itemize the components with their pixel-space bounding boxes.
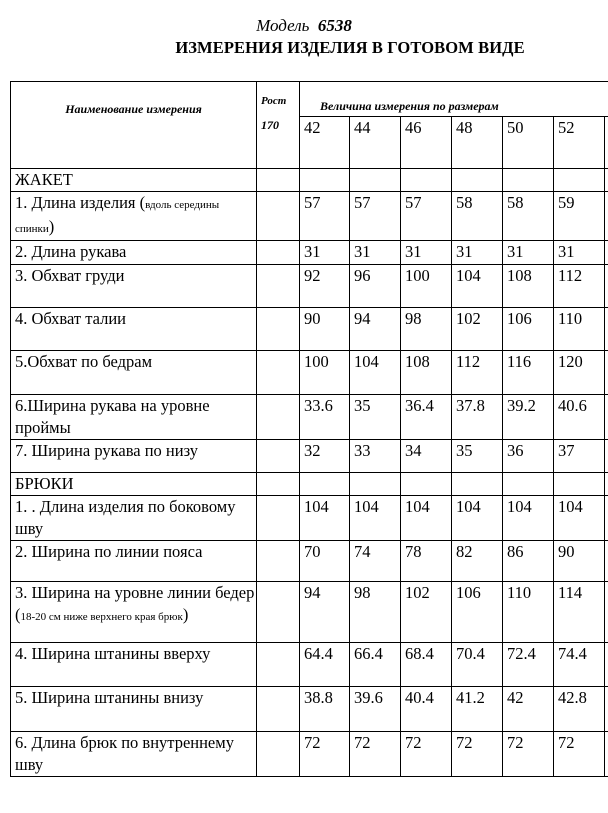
value-cell: 31	[452, 241, 503, 265]
value-cell: 40.4	[401, 687, 452, 732]
value-cell: 58	[503, 192, 554, 241]
empty-cell	[350, 473, 401, 496]
value-cell: 104	[554, 496, 605, 541]
measurement-name	[11, 265, 257, 308]
value-cell: 58	[452, 192, 503, 241]
model-label: Модель	[256, 16, 310, 35]
value-cell: 106	[503, 308, 554, 351]
value-cell: 100	[401, 265, 452, 308]
value-cell: 74	[350, 541, 401, 582]
col-sizes-group-header: Величина измерения по размерам	[300, 82, 608, 117]
measurement-name	[11, 308, 257, 351]
empty-cell	[554, 473, 605, 496]
empty-cell	[350, 169, 401, 192]
value-cell: 72	[401, 732, 452, 777]
value-cell: 36	[503, 440, 554, 473]
rost-cell	[257, 440, 300, 473]
section-row	[11, 473, 608, 496]
empty-cell	[257, 473, 300, 496]
measurement-label: 3. Ширина на уровне линии бедер (	[15, 583, 255, 624]
rost-label: Рост	[261, 95, 287, 107]
empty-cell	[401, 473, 452, 496]
extra-cell	[605, 496, 608, 541]
value-cell: 33	[350, 440, 401, 473]
extra-cell	[605, 117, 608, 169]
value-cell: 34	[401, 440, 452, 473]
measurement-label: 5. Ширина штанины внизу	[15, 688, 204, 707]
section-title: БРЮКИ	[11, 473, 257, 496]
measurement-name	[11, 440, 257, 473]
table-row	[11, 192, 608, 241]
table-row	[11, 582, 608, 643]
value-cell: 72	[350, 732, 401, 777]
value-cell: 36.4	[401, 395, 452, 440]
value-cell: 57	[350, 192, 401, 241]
measurement-name	[11, 582, 257, 643]
value-cell: 72	[452, 732, 503, 777]
section-row	[11, 169, 608, 192]
value-cell: 104	[300, 496, 350, 541]
measurement-note-end: )	[48, 217, 55, 236]
measurement-name	[11, 732, 257, 777]
empty-cell	[503, 473, 554, 496]
measurement-name	[11, 351, 257, 395]
measurement-label: 1. Длина изделия (	[15, 193, 146, 212]
measurement-label: 6.Ширина рукава на уровне проймы	[15, 396, 210, 437]
value-cell: 82	[452, 541, 503, 582]
measurement-label: 1. . Длина изделия по боковому шву	[15, 497, 236, 538]
value-cell: 33.6	[300, 395, 350, 440]
empty-cell	[300, 169, 350, 192]
value-cell: 114	[554, 582, 605, 643]
value-cell: 66.4	[350, 643, 401, 687]
value-cell: 68.4	[401, 643, 452, 687]
value-cell: 98	[350, 582, 401, 643]
value-cell: 31	[401, 241, 452, 265]
value-cell: 112	[554, 265, 605, 308]
extra-cell	[605, 687, 608, 732]
extra-cell	[605, 395, 608, 440]
measurement-label: 4. Ширина штанины вверху	[15, 644, 211, 663]
page-title: ИЗМЕРЕНИЯ ИЗДЕЛИЯ В ГОТОВОМ ВИДЕ	[175, 38, 525, 57]
measurement-name	[11, 395, 257, 440]
value-cell: 116	[503, 351, 554, 395]
rost-cell	[257, 732, 300, 777]
rost-cell	[257, 541, 300, 582]
value-cell: 110	[554, 308, 605, 351]
model-number: 6538	[317, 16, 352, 35]
measurement-label: 4. Обхват талии	[15, 309, 127, 328]
value-cell: 90	[554, 541, 605, 582]
extra-cell	[605, 351, 608, 395]
table-row	[11, 440, 608, 473]
size-header: 46	[401, 117, 452, 169]
value-cell: 39.2	[503, 395, 554, 440]
value-cell: 104	[350, 351, 401, 395]
empty-cell	[452, 169, 503, 192]
value-cell: 72	[300, 732, 350, 777]
value-cell: 74.4	[554, 643, 605, 687]
measurement-name	[11, 541, 257, 582]
size-header: 44	[350, 117, 401, 169]
extra-cell	[605, 308, 608, 351]
table-row	[11, 308, 608, 351]
value-cell: 42.8	[554, 687, 605, 732]
measurement-label: 3. Обхват груди	[15, 266, 125, 285]
value-cell: 104	[401, 496, 452, 541]
extra-cell	[605, 241, 608, 265]
value-cell: 100	[300, 351, 350, 395]
value-cell: 37	[554, 440, 605, 473]
measurement-label: 7. Ширина рукава по низу	[15, 441, 199, 460]
value-cell: 59	[554, 192, 605, 241]
value-cell: 108	[401, 351, 452, 395]
value-cell: 57	[300, 192, 350, 241]
value-cell: 96	[350, 265, 401, 308]
measurement-name	[11, 241, 257, 265]
model-line	[0, 16, 608, 36]
measurement-note: 18-20 см ниже верхнего края брюк	[20, 611, 183, 623]
rost-cell	[257, 265, 300, 308]
table-row	[11, 541, 608, 582]
table-row	[11, 351, 608, 395]
size-header: 52	[554, 117, 605, 169]
value-cell: 38.8	[300, 687, 350, 732]
value-cell: 39.6	[350, 687, 401, 732]
value-cell: 31	[300, 241, 350, 265]
value-cell: 106	[452, 582, 503, 643]
value-cell: 57	[401, 192, 452, 241]
extra-cell	[605, 582, 608, 643]
value-cell: 104	[452, 496, 503, 541]
value-cell: 86	[503, 541, 554, 582]
section-title: ЖАКЕТ	[11, 169, 257, 192]
measurement-name	[11, 192, 257, 241]
rost-cell	[257, 395, 300, 440]
header-row	[11, 82, 608, 117]
value-cell: 120	[554, 351, 605, 395]
value-cell: 70	[300, 541, 350, 582]
value-cell: 104	[350, 496, 401, 541]
table-row	[11, 265, 608, 308]
value-cell: 31	[350, 241, 401, 265]
rost-cell	[257, 582, 300, 643]
rost-cell	[257, 643, 300, 687]
measurement-label: 5.Обхват по бедрам	[15, 352, 153, 371]
table-row	[11, 241, 608, 265]
value-cell: 31	[554, 241, 605, 265]
value-cell: 110	[503, 582, 554, 643]
measurement-note: вдоль середины спинки	[15, 199, 220, 235]
col-name-header: Наименование измерения	[11, 82, 257, 169]
empty-cell	[452, 473, 503, 496]
measurement-label: 2. Ширина по линии пояса	[15, 542, 203, 561]
value-cell: 94	[300, 582, 350, 643]
value-cell: 35	[452, 440, 503, 473]
value-cell: 32	[300, 440, 350, 473]
value-cell: 94	[350, 308, 401, 351]
size-header: 48	[452, 117, 503, 169]
value-cell: 104	[452, 265, 503, 308]
rost-value: 170	[261, 118, 279, 132]
value-cell: 42	[503, 687, 554, 732]
measurements-table	[10, 81, 608, 777]
value-cell: 35	[350, 395, 401, 440]
measurement-name	[11, 687, 257, 732]
empty-cell	[300, 473, 350, 496]
value-cell: 72	[503, 732, 554, 777]
table-row	[11, 643, 608, 687]
value-cell: 102	[401, 582, 452, 643]
rost-cell	[257, 496, 300, 541]
size-header: 42	[300, 117, 350, 169]
value-cell: 92	[300, 265, 350, 308]
empty-cell	[257, 169, 300, 192]
value-cell: 98	[401, 308, 452, 351]
empty-cell	[401, 169, 452, 192]
value-cell: 31	[503, 241, 554, 265]
rost-cell	[257, 308, 300, 351]
value-cell: 108	[503, 265, 554, 308]
value-cell: 37.8	[452, 395, 503, 440]
value-cell: 72.4	[503, 643, 554, 687]
table-row	[11, 687, 608, 732]
value-cell: 102	[452, 308, 503, 351]
value-cell: 41.2	[452, 687, 503, 732]
rost-cell	[257, 687, 300, 732]
extra-cell	[605, 440, 608, 473]
table-row	[11, 395, 608, 440]
measurement-name	[11, 643, 257, 687]
value-cell: 104	[503, 496, 554, 541]
value-cell: 64.4	[300, 643, 350, 687]
measurement-name	[11, 496, 257, 541]
measurement-label: 2. Длина рукава	[15, 242, 127, 261]
size-header: 50	[503, 117, 554, 169]
value-cell: 78	[401, 541, 452, 582]
extra-cell	[605, 192, 608, 241]
empty-cell	[503, 169, 554, 192]
extra-cell	[605, 265, 608, 308]
measurement-note-end: )	[182, 605, 189, 624]
table-row	[11, 496, 608, 541]
value-cell: 72	[554, 732, 605, 777]
rost-cell	[257, 351, 300, 395]
value-cell: 112	[452, 351, 503, 395]
col-rost-header	[257, 82, 300, 169]
extra-cell	[605, 732, 608, 777]
value-cell: 90	[300, 308, 350, 351]
value-cell: 70.4	[452, 643, 503, 687]
value-cell: 40.6	[554, 395, 605, 440]
measurement-label: 6. Длина брюк по внутреннему шву	[15, 733, 234, 774]
empty-cell	[605, 169, 608, 192]
empty-cell	[554, 169, 605, 192]
extra-cell	[605, 541, 608, 582]
extra-cell	[605, 643, 608, 687]
empty-cell	[605, 473, 608, 496]
rost-cell	[257, 192, 300, 241]
table-row	[11, 732, 608, 777]
rost-cell	[257, 241, 300, 265]
